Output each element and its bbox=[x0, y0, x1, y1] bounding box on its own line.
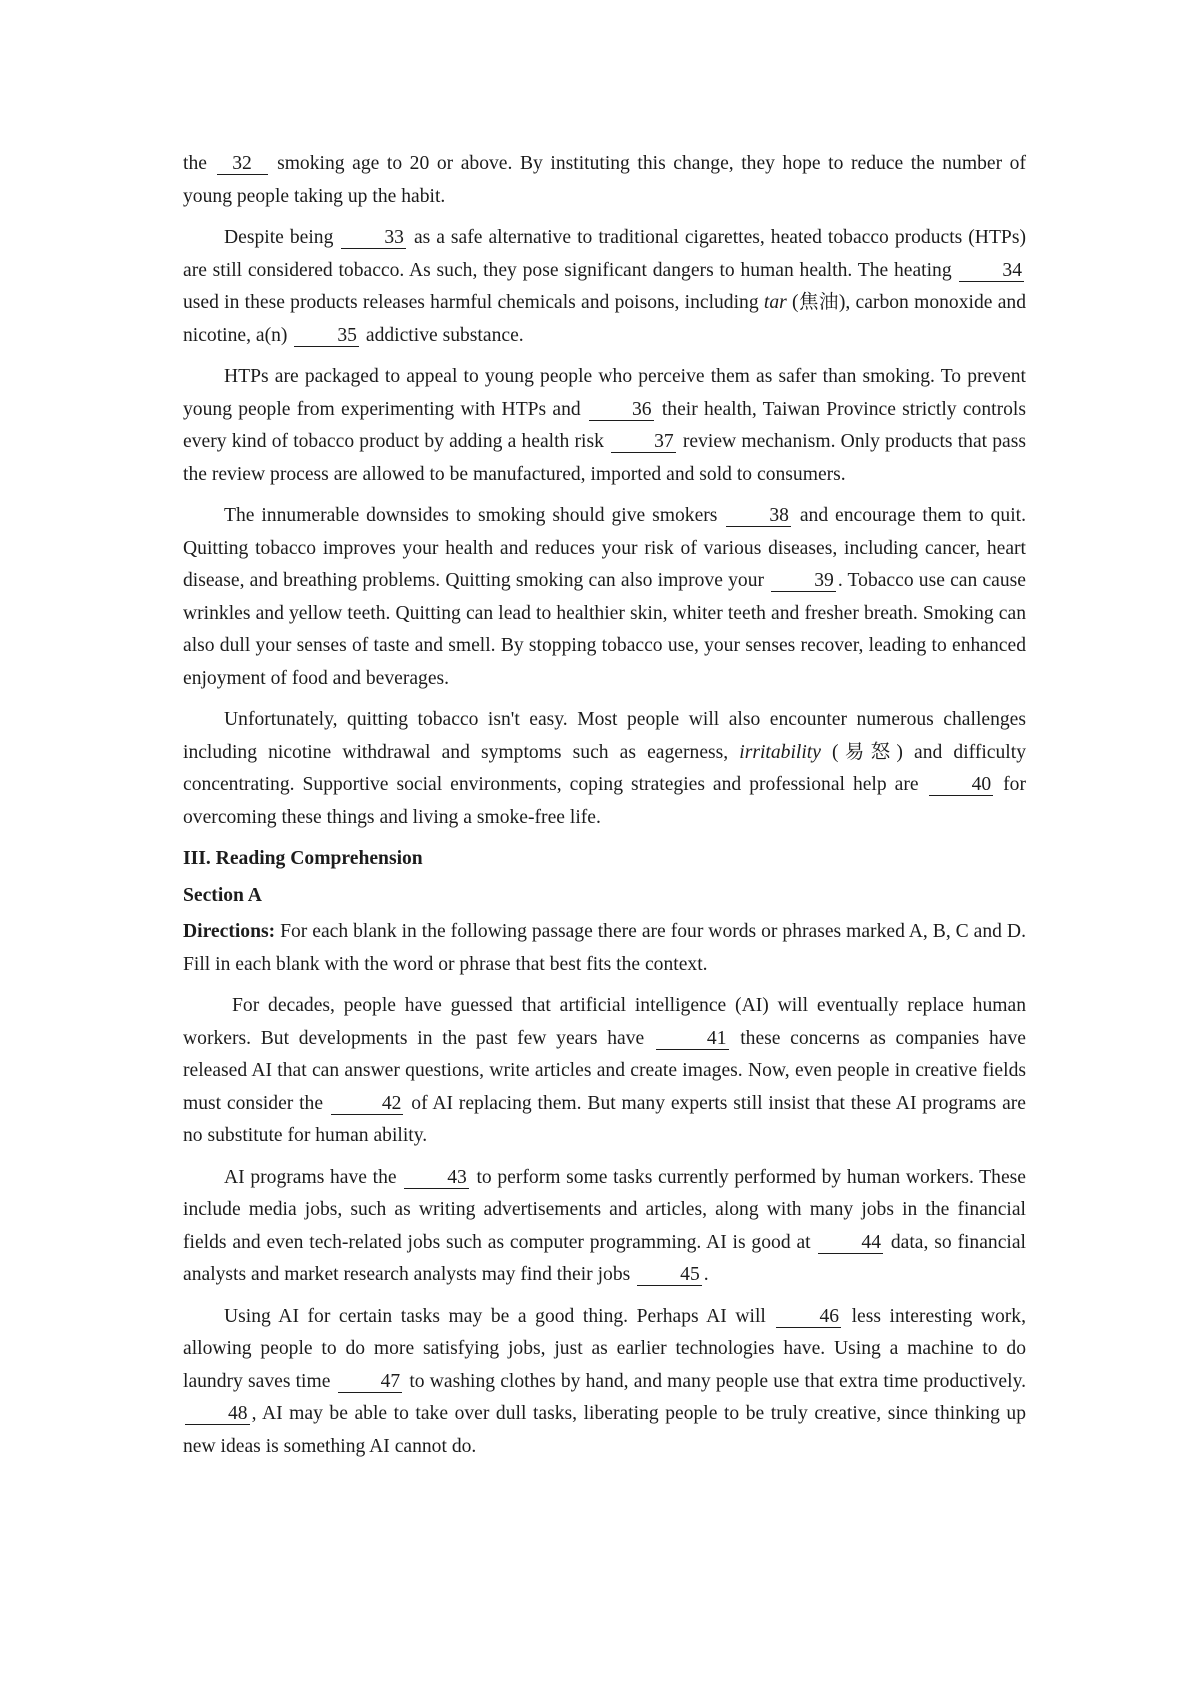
text: The innumerable downsides to smoking should give smokers bbox=[224, 505, 718, 526]
blank-43: 43 bbox=[404, 1168, 469, 1189]
blank-34: 34 bbox=[959, 261, 1024, 282]
blank-36: 36 bbox=[589, 400, 654, 421]
blank-32: 32 bbox=[217, 154, 268, 175]
blank-48: 48 bbox=[185, 1404, 250, 1425]
blank-37: 37 bbox=[611, 432, 676, 453]
text: . Tobacco use can cause wrinkles and yellow teeth. Quitting can lead to healthier skin, whiter teeth and fresher breath. Smoking can also dull your senses of taste and smell. By stopping tobacco use, your senses recover, leading to enhanced enjoyment of food and beverages. bbox=[183, 570, 1026, 689]
paragraph-6 bbox=[183, 990, 1026, 1153]
text: these concerns as companies have released AI that can answer questions, write articles and create images. Now, even people in creative fields must consider the bbox=[183, 1027, 1026, 1114]
text: for overcoming these things and living a smoke-free life. bbox=[183, 774, 1026, 828]
text: used in these products releases harmful chemicals and poisons, including bbox=[183, 292, 759, 313]
text: as a safe alternative to traditional cigarettes, heated tobacco products (HTPs) are still considered tobacco. As such, they pose significant dangers to human health. The heating bbox=[183, 227, 1026, 281]
paragraph-3 bbox=[183, 361, 1026, 491]
blank-46: 46 bbox=[776, 1307, 841, 1328]
blank-35: 35 bbox=[294, 326, 359, 347]
blank-42: 42 bbox=[331, 1094, 404, 1115]
text: Despite being bbox=[224, 227, 334, 248]
text: HTPs are packaged to appeal to young people who perceive them as safer than smoking. To prevent young people from experimenting with HTPs and bbox=[183, 366, 1026, 420]
text: data, so financial analysts and market research analysts may find their jobs bbox=[183, 1231, 1026, 1285]
directions-text: For each blank in the following passage there are four words or phrases marked A, B, C and D. Fill in each blank with the word or phrase that best fits the context. bbox=[183, 921, 1026, 975]
text: Using AI for certain tasks may be a good thing. Perhaps AI will bbox=[224, 1305, 766, 1327]
text: and encourage them to quit. Quitting tobacco improves your health and reduces your risk of various diseases, including cancer, heart disease, and breathing problems. Quitting smoking can also improve your bbox=[183, 505, 1026, 591]
blank-33: 33 bbox=[341, 228, 406, 249]
gloss-irritability: (易怒) bbox=[832, 741, 903, 763]
text: their health, Taiwan Province strictly controls every kind of tobacco product by adding a health risk bbox=[183, 398, 1026, 452]
paragraph-1 bbox=[183, 148, 1026, 213]
text: AI programs have the bbox=[224, 1166, 397, 1188]
text: review mechanism. Only products that pass the review process are allowed to be manufactured, imported and sold to consumers. bbox=[183, 431, 1027, 485]
paragraph-2 bbox=[183, 222, 1026, 352]
text: and difficulty concentrating. Supportive social environments, coping strategies and professional help are bbox=[183, 741, 1026, 795]
text: carbon monoxide and nicotine, a(n) bbox=[183, 292, 1027, 346]
text: addictive substance. bbox=[365, 324, 524, 346]
text: Unfortunately, quitting tobacco isn't easy. Most people will also encounter numerous challenges including nicotine withdrawal and symptoms such as eagerness, bbox=[183, 709, 1026, 763]
paragraph-5 bbox=[183, 704, 1026, 834]
section-title: III. Reading Comprehension bbox=[183, 848, 423, 869]
text: of AI replacing them. But many experts still insist that these AI programs are no substitute for human ability. bbox=[183, 1092, 1027, 1146]
text: . bbox=[703, 1264, 709, 1285]
paragraph-7 bbox=[183, 1162, 1026, 1292]
paragraph-8 bbox=[183, 1301, 1026, 1464]
section-a-heading: Section A bbox=[183, 884, 262, 906]
term-irritability: irritability bbox=[739, 741, 821, 763]
blank-41: 41 bbox=[656, 1029, 729, 1050]
directions-label: Directions: bbox=[183, 921, 276, 942]
blank-47: 47 bbox=[338, 1372, 403, 1393]
term-tar: tar bbox=[763, 292, 787, 313]
text: to perform some tasks currently performed by human workers. These include media jobs, such as writing advertisements and articles, along with many jobs in the financial fields and even tech-related jobs such as computer programming. AI is good at bbox=[183, 1166, 1026, 1253]
text: to washing clothes by hand, and many people use that extra time productively. bbox=[409, 1370, 1026, 1392]
blank-39: 39 bbox=[771, 571, 836, 592]
text: For decades, people have guessed that artificial intelligence (AI) will eventually replace human workers. But developments in the past few years have bbox=[183, 995, 1026, 1049]
paragraph-4 bbox=[183, 500, 1026, 695]
text: the bbox=[183, 153, 207, 174]
blank-45: 45 bbox=[637, 1265, 702, 1286]
text: smoking age to 20 or above. By instituting this change, they hope to reduce the number of young people taking up the habit. bbox=[183, 153, 1026, 207]
text: , AI may be able to take over dull tasks, liberating people to be truly creative, since thinking up new ideas is something AI cannot do. bbox=[183, 1403, 1026, 1457]
document-page bbox=[183, 148, 1026, 1472]
text: less interesting work, allowing people to do more satisfying jobs, just as earlier technologies have. Using a machine to do laundry saves time bbox=[183, 1305, 1026, 1392]
directions bbox=[183, 916, 1026, 981]
blank-38: 38 bbox=[726, 506, 791, 527]
blank-40: 40 bbox=[929, 775, 994, 796]
blank-44: 44 bbox=[818, 1233, 883, 1254]
gloss-tar: (焦油), bbox=[792, 292, 851, 313]
